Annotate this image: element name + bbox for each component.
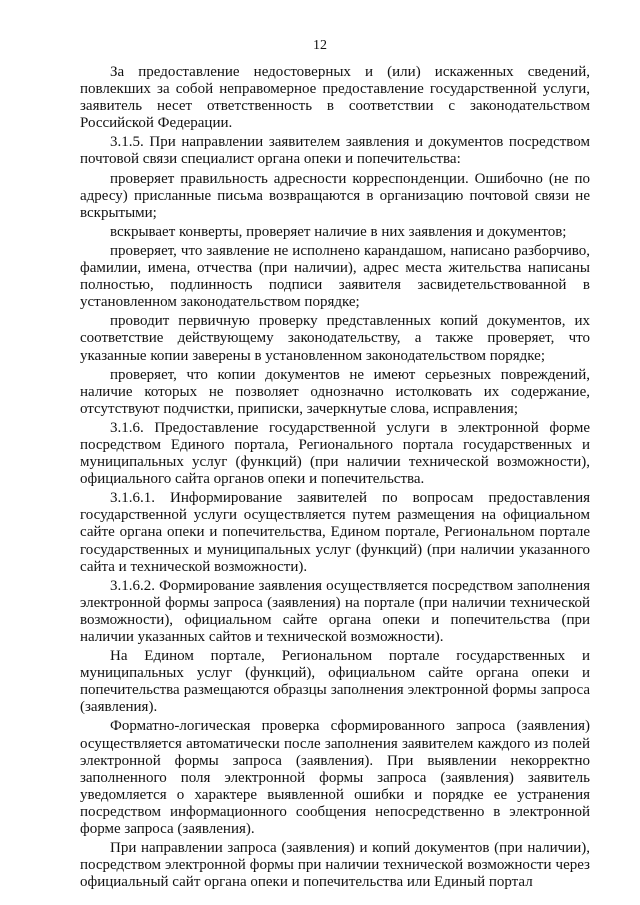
- paragraph: 3.1.6. Предоставление государственной услуги в электронной форме посредством Единого портала, Регионального портала государственных и муниципальных услуг (функций) (при наличии технической возможности), официального сайта органов опеки и попечительства.: [80, 419, 590, 488]
- paragraph: На Едином портале, Региональном портале государственных и муниципальных услуг (функций), официальном сайте органа опеки и попечительства размещаются образцы заполнения электронной формы запроса (заявления).: [80, 648, 590, 716]
- paragraph: проверяет, что заявление не исполнено карандашом, написано разборчиво, фамилии, имена, отчества (при наличии), адрес места жительства написаны полностью, подлинность подписи заявителя засвидетельствованной в установленном законодательством порядке;: [80, 242, 590, 311]
- paragraph: 3.1.6.1. Информирование заявителей по вопросам предоставления государственной услуги осуществляется путем размещения на официальном сайте органа опеки и попечительства, Едином портале, Региональном портале государственных и муниципальных услуг (функций) (при наличии указанного сайта и технической возможности).: [80, 490, 590, 575]
- paragraph: проводит первичную проверку представленных копий документов, их соответствие действующему законодательству, а также проверяет, что указанные копии заверены в установленном законодательством порядке;: [80, 313, 590, 364]
- paragraph: Форматно-логическая проверка сформированного запроса (заявления) осуществляется автоматически после заполнения заявителем каждого из полей электронной формы запроса (заявления). При выявлении некорректно заполненного поля электронной формы запроса (заявления) заявитель уведомляется о характере выявленной ошибки и порядке ее устранения посредством информационного сообщения непосредственно в электронной форме запроса (заявления).: [80, 718, 590, 838]
- paragraph: проверяет правильность адресности корреспонденции. Ошибочно (не по адресу) присланные письма возвращаются в организацию почтовой связи не вскрытыми;: [80, 170, 590, 221]
- paragraph: За предоставление недостоверных и (или) искаженных сведений, повлекших за собой неправомерное предоставление государственной услуги, заявитель несет ответственность в соответствии с законодательством Российской Федерации.: [80, 64, 590, 132]
- paragraph: проверяет, что копии документов не имеют серьезных повреждений, наличие которых не позволяет однозначно истолковать их содержание, отсутствуют подчистки, приписки, зачеркнутые слова, исправления;: [80, 366, 590, 417]
- paragraph: При направлении запроса (заявления) и копий документов (при наличии), посредством электронной формы при наличии технической возможности через официальный сайт органа опеки и попечительства или Единый портал: [80, 840, 590, 891]
- document-body: [80, 64, 590, 893]
- paragraph: 3.1.6.2. Формирование заявления осуществляется посредством заполнения электронной формы запроса (заявления) на портале (при наличии технической возможности), официальном сайте органа опеки и попечительства (при наличии указанных сайтов и технической возможности).: [80, 577, 590, 645]
- paragraph: вскрывает конверты, проверяет наличие в них заявления и документов;: [110, 223, 567, 240]
- page-number: 12: [313, 38, 327, 53]
- paragraph: 3.1.5. При направлении заявителем заявления и документов посредством почтовой связи специалист органа опеки и попечительства:: [80, 134, 590, 168]
